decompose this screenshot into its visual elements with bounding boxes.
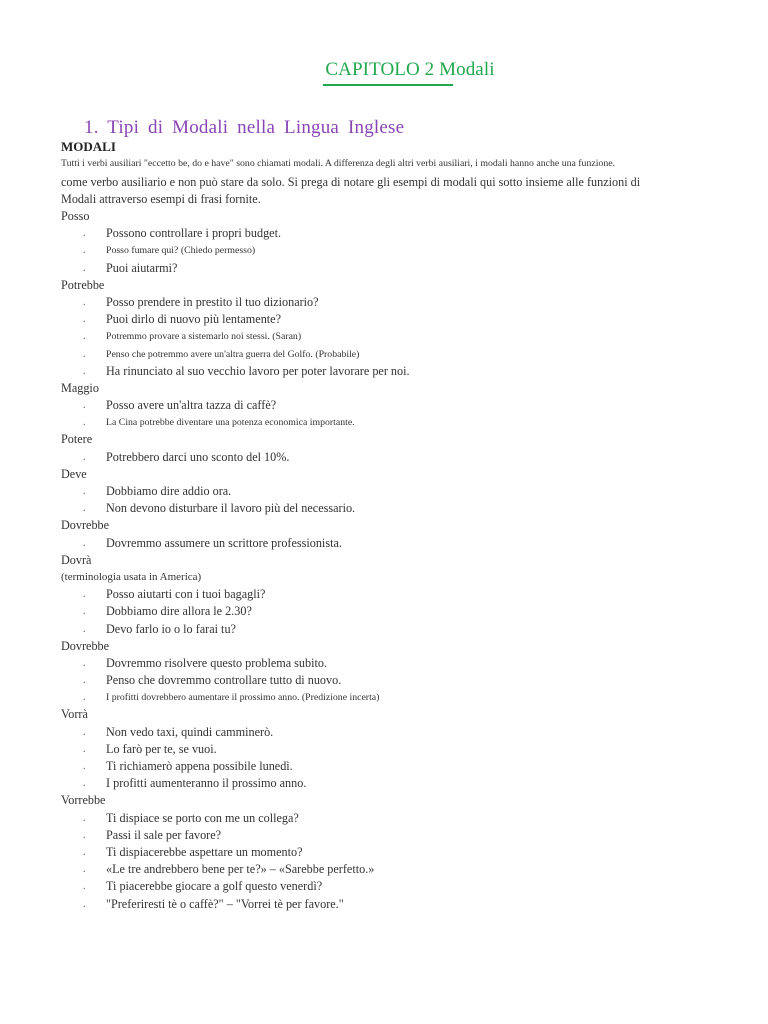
bullet-marker: . [83, 675, 86, 687]
list-item [61, 535, 751, 552]
section-heading: 1. Tipi di Modali nella Lingua Inglese [84, 117, 405, 138]
list-item [61, 603, 751, 620]
list-item-text: Devo farlo io o lo farai tu? [106, 621, 236, 636]
group-label: Dovrebbe [61, 518, 110, 533]
list-item-text: I profitti dovrebbero aumentare il prossimo anno. (Predizione incerta) [106, 692, 380, 704]
bullet-marker: . [83, 348, 86, 360]
bullet-marker: . [83, 881, 86, 893]
group-label: Deve [61, 466, 87, 481]
group-label: Dovrà [61, 552, 92, 567]
list-item [61, 689, 751, 706]
list-item [61, 672, 751, 689]
list-item [61, 861, 751, 878]
group-note: (terminologia usata in America) [61, 570, 202, 583]
list-item-text: Non vedo taxi, quindi camminerò. [106, 724, 274, 739]
group-label: Posso [61, 209, 90, 223]
list-item-text: Ti dispiacerebbe aspettare un momento? [106, 844, 303, 859]
list-item-text: Lo farò per te, se vuoi. [106, 741, 217, 756]
list-item-text: Posso aiutarti con i tuoi bagagli? [106, 587, 266, 602]
list-item [61, 655, 751, 672]
group-label: Vorrà [61, 707, 88, 722]
bullet-marker: . [83, 743, 86, 755]
bullet-marker: . [83, 846, 86, 858]
list-item-text: Passi il sale per favore? [106, 827, 222, 842]
modali-label: MODALI [61, 139, 116, 154]
list-item-text: Ha rinunciato al suo vecchio lavoro per poter lavorare per noi. [106, 363, 410, 378]
group-label: Potrebbe [61, 277, 105, 292]
list-item [61, 878, 751, 895]
group-label: Potere [61, 432, 93, 447]
list-item-text: La Cina potrebbe diventare una potenza economica importante. [106, 417, 355, 429]
list-item-text: Ti piacerebbe giocare a golf questo venerdì? [106, 879, 323, 894]
bullet-marker: . [83, 606, 86, 618]
list-item [61, 414, 751, 431]
group-label: Maggio [61, 380, 99, 395]
list-item-text: Non devono disturbare il lavoro più del necessario. [106, 501, 356, 516]
bullet-marker: . [83, 864, 86, 876]
list-item-text: Dovremmo risolvere questo problema subito. [106, 655, 328, 670]
list-item-text: I profitti aumenteranno il prossimo anno. [106, 776, 307, 791]
bullet-marker: . [83, 400, 86, 412]
intro-small-text: Tutti i verbi ausiliari "eccetto be, do e have" sono chiamati modali. A differenza degli altri verbi ausiliari, i modali hanno anche una funzione. [61, 158, 616, 169]
list-item [61, 896, 751, 913]
bullet-marker: . [83, 486, 86, 497]
bullet-marker: . [83, 503, 86, 515]
chapter-title-underline [323, 84, 453, 86]
bullet-marker: . [83, 417, 86, 429]
bullet-marker: . [83, 829, 86, 841]
bullet-marker: . [83, 537, 86, 549]
bullet-marker: . [83, 262, 86, 274]
list-item-text: Dobbiamo dire addio ora. [106, 484, 232, 498]
list-item [61, 844, 751, 861]
list-item [61, 346, 751, 363]
list-item [61, 311, 751, 328]
chapter-title: CAPITOLO 2 Modali [325, 59, 495, 80]
list-item-text: Possono controllare i propri budget. [106, 226, 281, 241]
list-item [61, 294, 751, 311]
list-item-text: Posso fumare qui? (Chiedo permesso) [106, 245, 256, 257]
bullet-marker: . [83, 623, 86, 635]
bullet-marker: . [83, 245, 86, 257]
list-item-text: Potrebbero darci uno sconto del 10%. [106, 449, 290, 464]
bullet-marker: . [83, 365, 86, 377]
bullet-marker: . [83, 812, 86, 824]
list-item [61, 741, 751, 758]
list-item-text: Dobbiamo dire allora le 2.30? [106, 604, 252, 619]
list-item-text: Penso che potremmo avere un'altra guerra del Golfo. (Probabile) [106, 348, 360, 360]
list-item [61, 827, 751, 844]
list-item [61, 225, 751, 242]
list-item-text: Puoi dirlo di nuovo più lentamente? [106, 312, 281, 327]
bullet-marker: . [83, 228, 86, 240]
bullet-marker: . [83, 589, 86, 601]
list-item-text: "Preferiresti tè o caffè?" – "Vorrei tè per favore." [106, 896, 344, 911]
bullet-marker: . [83, 314, 86, 326]
bullet-marker: . [83, 726, 86, 738]
list-item [61, 397, 751, 414]
list-item [61, 260, 751, 277]
list-item [61, 500, 751, 517]
bullet-marker: . [83, 761, 86, 772]
list-item-text: «Le tre andrebbero bene per te?» – «Sarebbe perfetto.» [106, 862, 375, 877]
list-item [61, 775, 751, 792]
list-item-text: Posso avere un'altra tazza di caffè? [106, 398, 277, 413]
bullet-marker: . [83, 331, 86, 343]
list-item [61, 483, 751, 500]
group-label: Vorrebbe [61, 793, 106, 808]
list-item-text: Penso che dovremmo controllare tutto di nuovo. [106, 673, 342, 688]
group-label: Dovrebbe [61, 638, 110, 653]
list-item [61, 328, 751, 345]
bullet-marker: . [83, 296, 86, 308]
list-item [61, 810, 751, 827]
bullet-marker: . [83, 898, 86, 910]
list-item-text: Puoi aiutarmi? [106, 260, 178, 275]
intro-line: come verbo ausiliario e non può stare da solo. Si prega di notare gli esempi di modali qui sotto insieme alle funzioni di [61, 175, 641, 189]
list-item [61, 242, 751, 259]
list-item-text: Ti dispiace se porto con me un collega? [106, 810, 299, 825]
intro-line: Modali attraverso esempi di frasi fornite. [61, 192, 261, 206]
list-item-text: Potremmo provare a sistemarlo noi stessi. (Saran) [106, 331, 302, 343]
list-item [61, 449, 751, 466]
list-item [61, 621, 751, 638]
list-item-text: Dovremmo assumere un scrittore professionista. [106, 535, 342, 550]
list-item [61, 724, 751, 741]
modal-examples-list [61, 208, 751, 913]
list-item-text: Ti richiamerò appena possibile lunedì. [106, 759, 293, 773]
bullet-marker: . [83, 692, 86, 704]
list-item [61, 758, 751, 775]
list-item-text: Posso prendere in prestito il tuo dizionario? [106, 294, 319, 309]
list-item [61, 586, 751, 603]
list-item [61, 363, 751, 380]
bullet-marker: . [83, 778, 86, 790]
bullet-marker: . [83, 657, 86, 669]
bullet-marker: . [83, 451, 86, 463]
